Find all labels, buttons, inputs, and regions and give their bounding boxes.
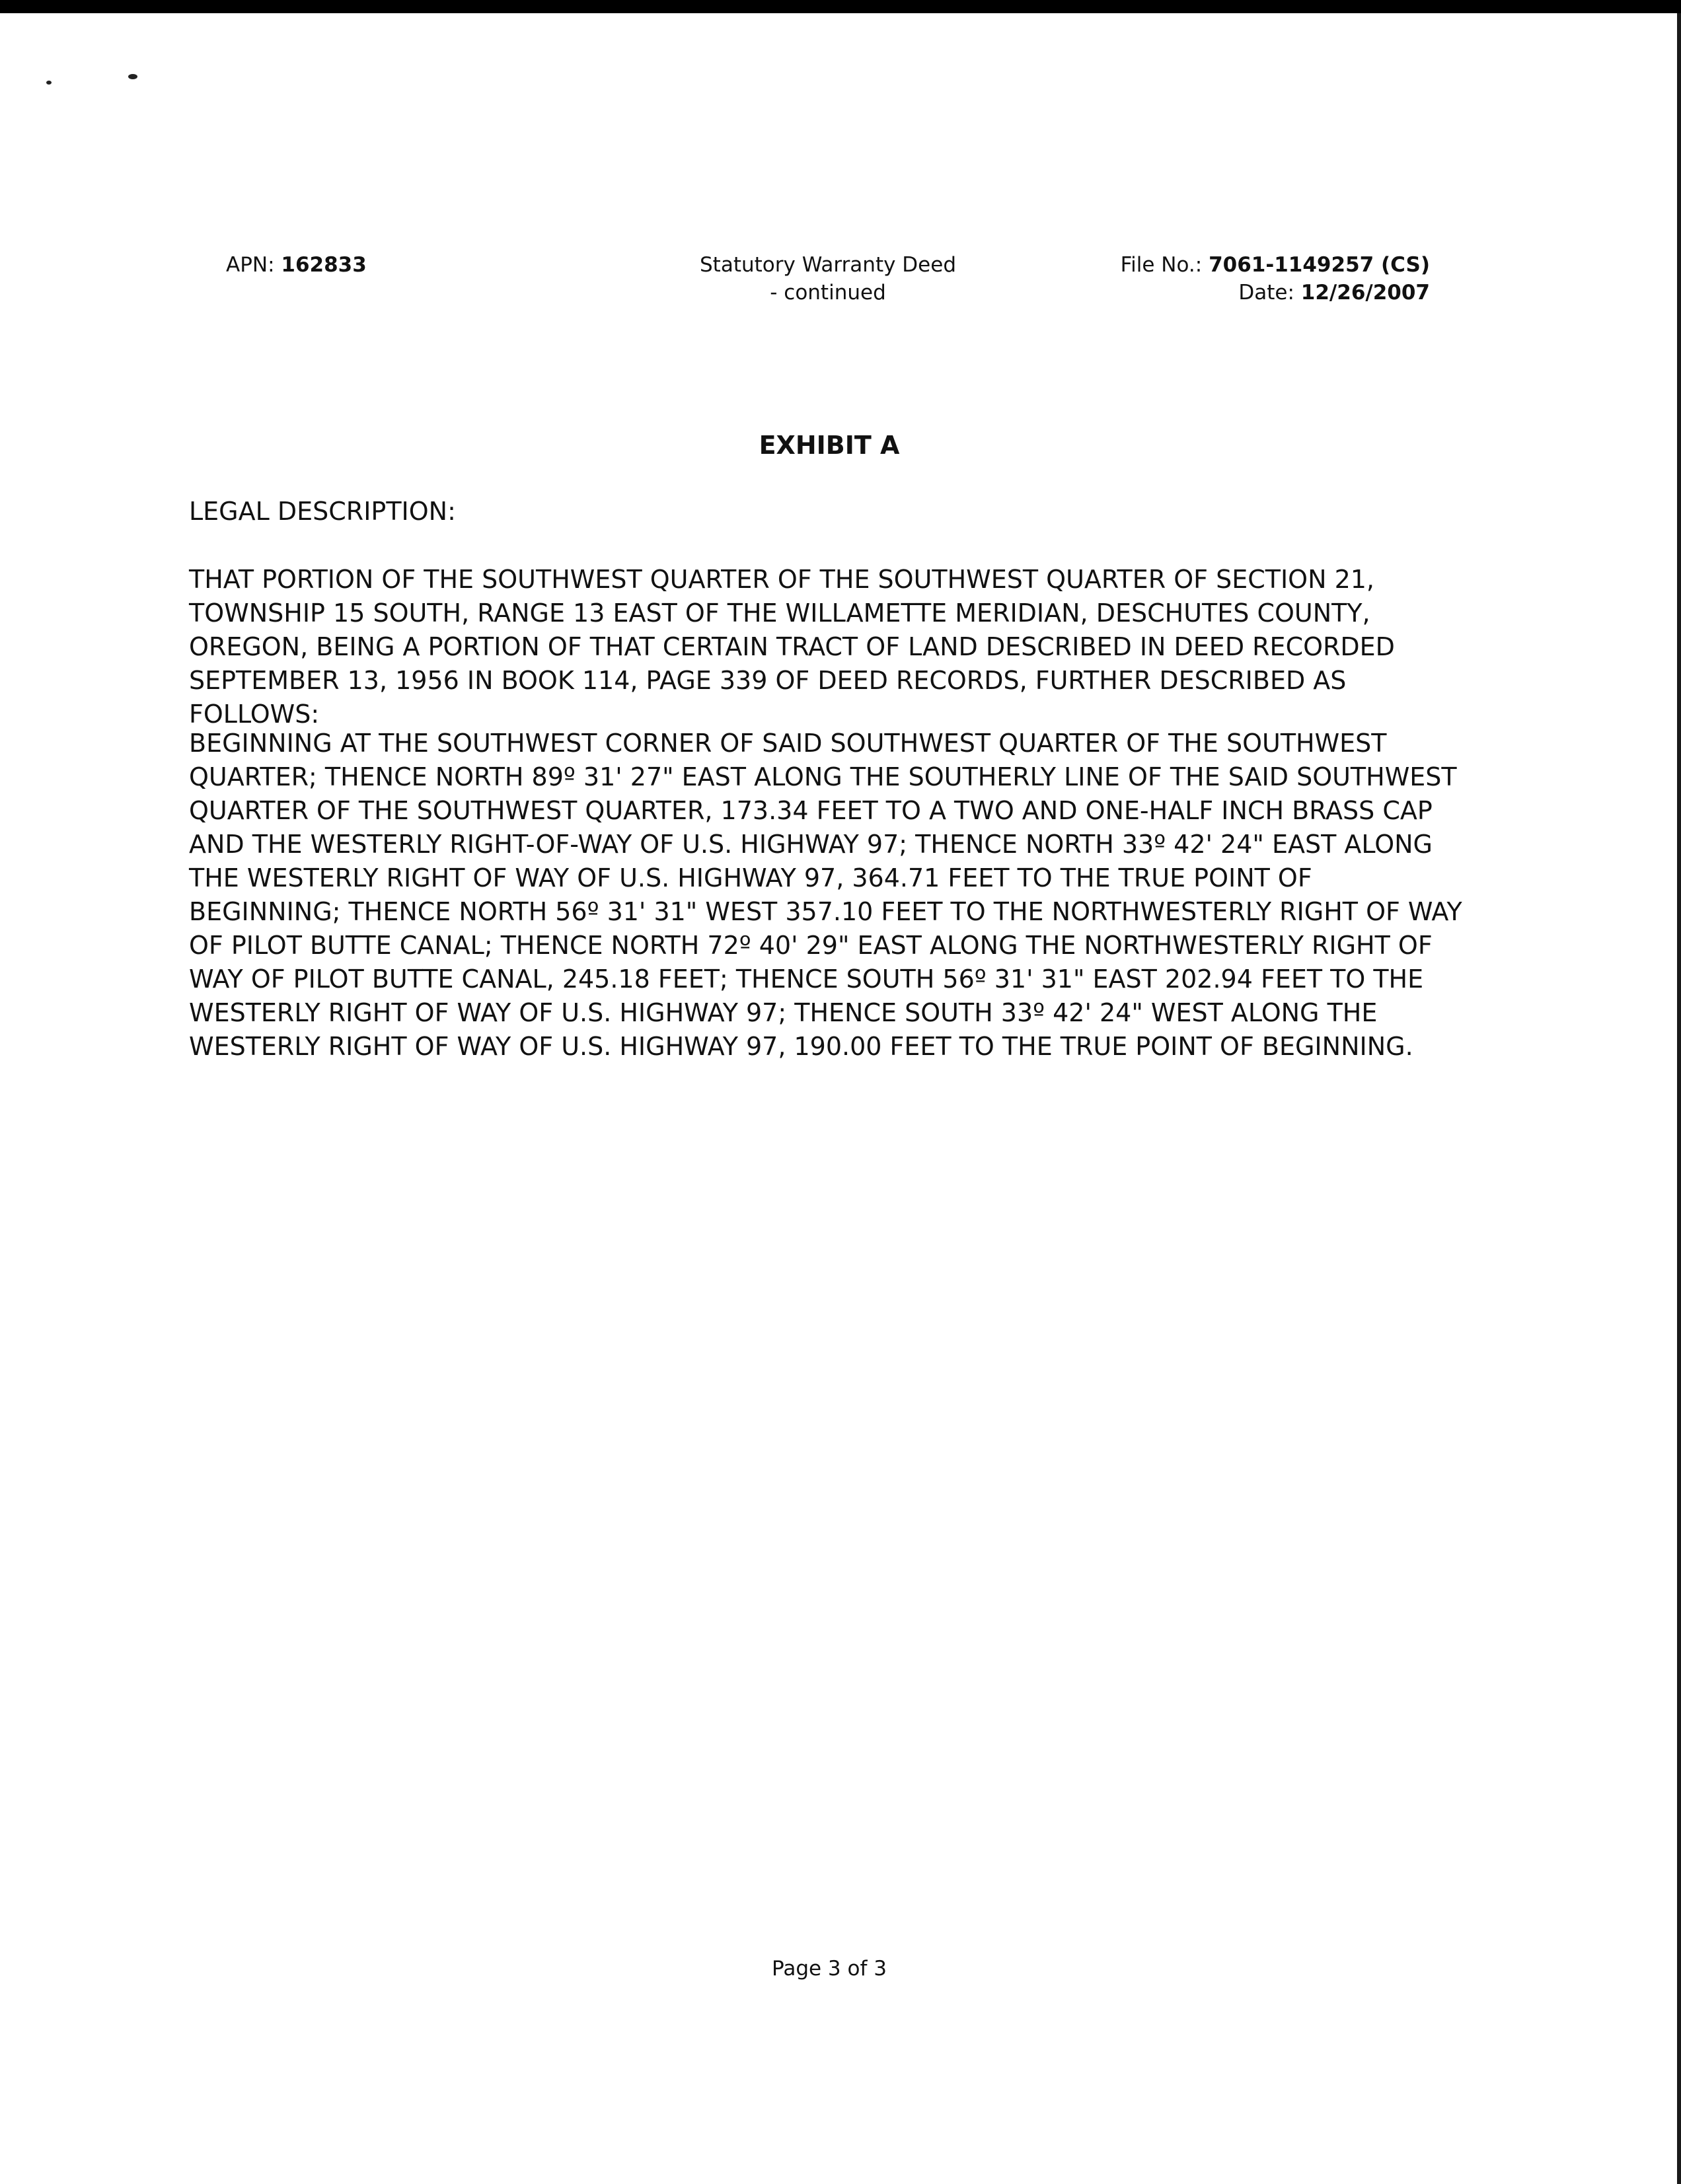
apn-value: 162833 — [281, 253, 367, 277]
date-value: 12/26/2007 — [1300, 281, 1430, 305]
scan-border-right — [1677, 13, 1681, 2184]
legal-description-paragraph: THAT PORTION OF THE SOUTHWEST QUARTER OF THE SOUTHWEST QUARTER OF SECTION 21, TOWNSHIP 15 SOUTH, RANGE 13 EAST OF THE WILLAMETTE MERIDIAN, DESCHUTES COUNTY, OREGON, BEING A PORTION OF THAT CERTAIN TRACT OF LAND DESCRIBED IN DEED RECORDED SEPTEMBER 13, 1956 IN BOOK 114, PAGE 339 OF DEED RECORDS, FURTHER DESCRIBED AS FOLLOWS: — [189, 565, 1395, 729]
page-number: Page 3 of 3 — [772, 1957, 887, 1981]
document-date — [1121, 279, 1430, 307]
legal-description-label: LEGAL DESCRIPTION: — [189, 497, 456, 526]
file-number-value: 7061-1149257 (CS) — [1209, 253, 1430, 277]
apn-label: APN: — [226, 253, 275, 277]
scan-speck — [46, 81, 52, 85]
apn-field — [226, 251, 367, 279]
scan-border-top — [0, 0, 1681, 13]
deed-subtitle: - continued — [770, 281, 886, 305]
scan-speck — [128, 74, 137, 79]
file-number — [1121, 251, 1430, 279]
exhibit-title: EXHIBIT A — [759, 431, 900, 460]
deed-title: Statutory Warranty Deed — [700, 253, 956, 277]
file-number-label: File No.: — [1120, 253, 1203, 277]
document-header — [0, 251, 1681, 330]
file-info-block — [1121, 251, 1430, 307]
legal-description-paragraph: BEGINNING AT THE SOUTHWEST CORNER OF SAID SOUTHWEST QUARTER OF THE SOUTHWEST QUARTER; THENCE NORTH 89º 31' 27" EAST ALONG THE SOUTHERLY LINE OF THE SAID SOUTHWEST QUARTER OF THE SOUTHWEST QUARTER, 173.34 FEET TO A TWO AND ONE-HALF INCH BRASS CAP AND THE WESTERLY RIGHT-OF-WAY OF U.S. HIGHWAY 97; THENCE NORTH 33º 42' 24" EAST ALONG THE WESTERLY RIGHT OF WAY OF U.S. HIGHWAY 97, 364.71 FEET TO THE TRUE POINT OF BEGINNING; THENCE NORTH 56º 31' 31" WEST 357.10 FEET TO THE NORTHWESTERLY RIGHT OF WAY OF PILOT BUTTE CANAL; THENCE NORTH 72º 40' 29" EAST ALONG THE NORTHWESTERLY RIGHT OF WAY OF PILOT BUTTE CANAL, 245.18 FEET; THENCE SOUTH 56º 31' 31" EAST 202.94 FEET TO THE WESTERLY RIGHT OF WAY OF U.S. HIGHWAY 97; THENCE SOUTH 33º 42' 24" WEST ALONG THE WESTERLY RIGHT OF WAY OF U.S. HIGHWAY 97, 190.00 FEET TO THE TRUE POINT OF BEGINNING. — [189, 729, 1462, 1061]
deed-title-block — [661, 251, 995, 307]
date-label: Date: — [1238, 281, 1294, 305]
